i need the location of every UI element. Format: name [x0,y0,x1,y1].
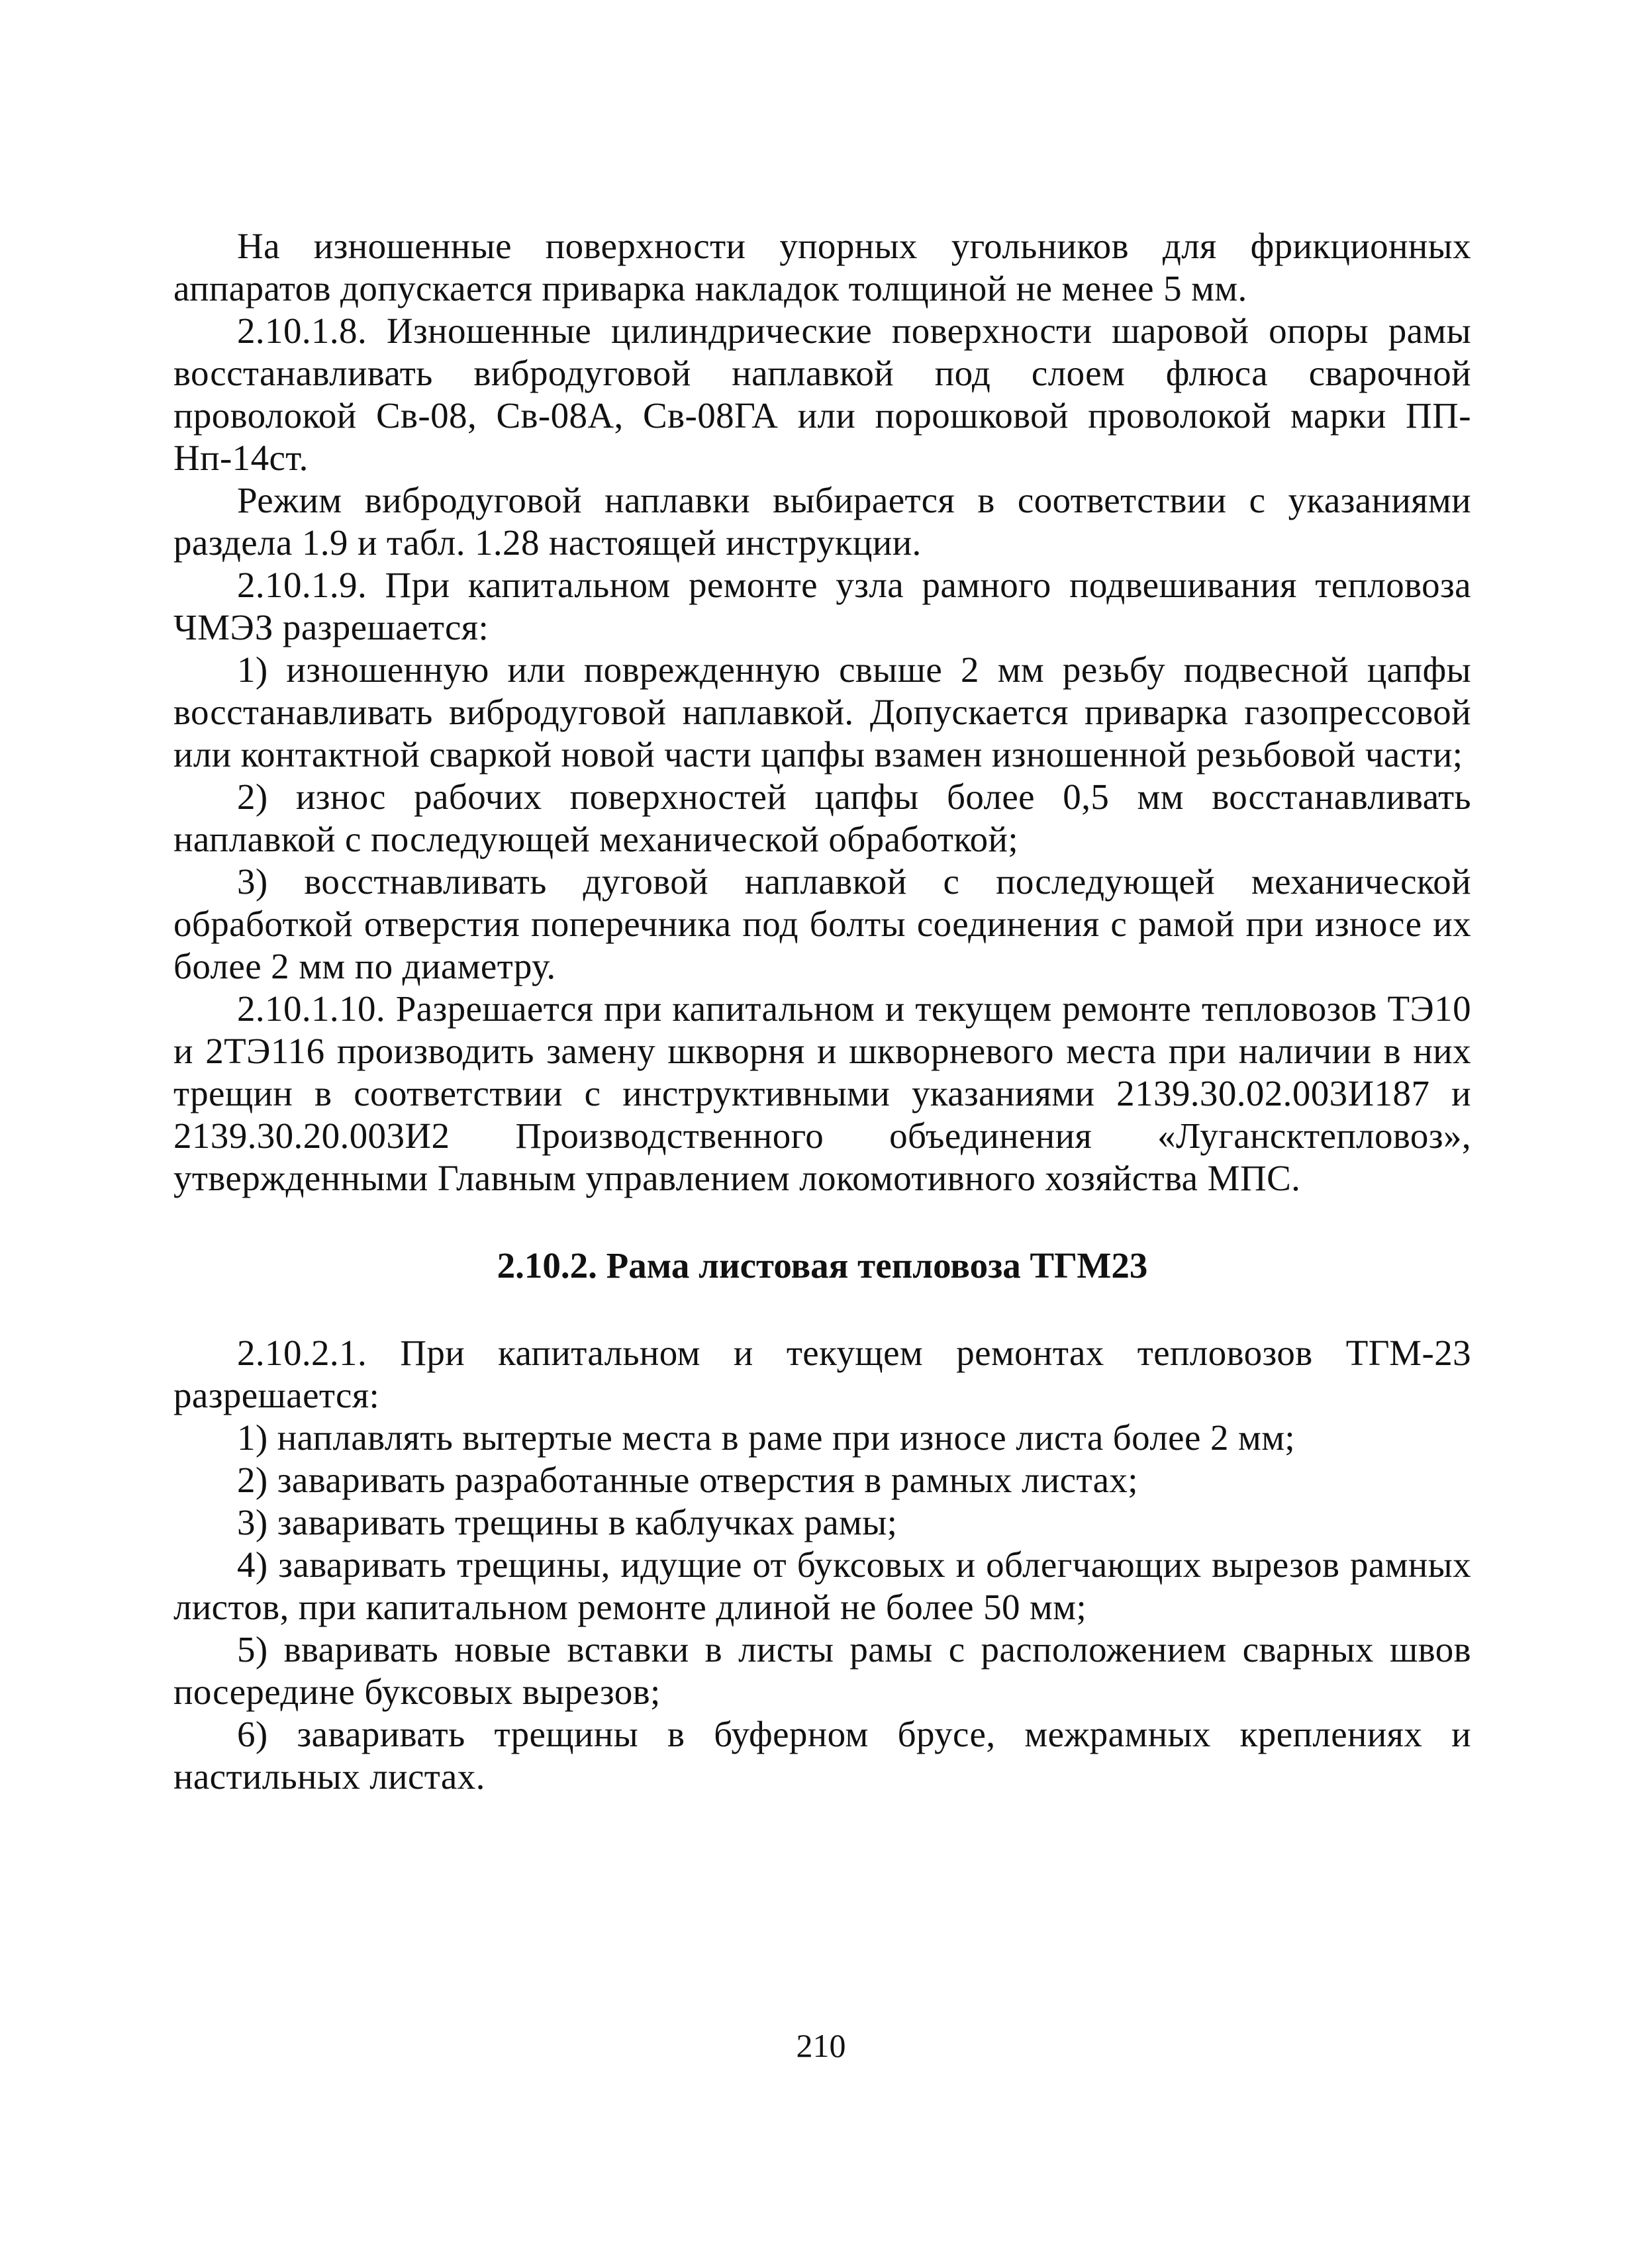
list-item: 6) заваривать трещины в буферном брусе, межрамных креплениях и настильных листах. [173,1714,1471,1797]
list-item: 2) износ рабочих поверхностей цапфы более 0,5 мм восстанавливать наплавкой с последующей механической обработкой; [173,777,1471,859]
list-item: 3) заваривать трещины в каблучках рамы; [237,1502,898,1542]
page-number: 210 [796,2027,846,2064]
paragraph: На изношенные поверхности упорных угольников для фрикционных аппаратов допускается приварка накладок толщиной не менее 5 мм. [173,226,1471,308]
list-item: 2) заваривать разработанные отверстия в рамных листах; [237,1460,1138,1500]
list-item: 5) вваривать новые вставки в листы рамы с расположением сварных швов посередине буксовых вырезов; [173,1629,1471,1712]
document-page [173,225,1471,1798]
list-item: 1) наплавлять вытертые места в раме при износе листа более 2 мм; [237,1417,1296,1458]
list-item: 4) заваривать трещины, идущие от буксовых и облегчающих вырезов рамных листов, при капитальном ремонте длиной не более 50 мм; [173,1544,1471,1627]
paragraph: 2.10.2.1. При капитальном и текущем ремонтах тепловозов ТГМ-23 разрешается: [173,1333,1471,1415]
section-heading: 2.10.2. Рама листовая тепловоза ТГМ23 [497,1245,1148,1286]
list-item: 1) изношенную или поврежденную свыше 2 мм резьбу подвесной цапфы восстанавливать вибродуговой наплавкой. Допускается приварка газопрессовой или контактной сваркой новой части цапфы взамен изношенной резьбовой части; [173,649,1471,775]
list-item: 3) восстнавливать дуговой наплавкой с последующей механической обработкой отверстия поперечника под болты соединения с рамой при износе их более 2 мм по диаметру. [173,861,1471,986]
paragraph: 2.10.1.8. Изношенные цилиндрические поверхности шаровой опоры рамы восстанавливать вибродуговой наплавкой под слоем флюса сварочной проволокой Св-08, Св-08А, Св-08ГА или порошковой проволокой марки ПП-Нп-14ст. [173,310,1471,478]
paragraph: 2.10.1.10. Разрешается при капитальном и текущем ремонте тепловозов ТЭ10 и 2ТЭ116 производить замену шкворня и шкворневого места при наличии в них трещин в соответствии с инструктивными указаниями 2139.30.02.003И187 и 2139.30.20.003И2 Производственного объединения «Лугансктепловоз», утвержденными Главным управлением локомотивного хозяйства МПС. [173,988,1471,1198]
paragraph: Режим вибродуговой наплавки выбирается в соответствии с указаниями раздела 1.9 и табл. 1.28 настоящей инструкции. [173,480,1471,563]
paragraph: 2.10.1.9. При капитальном ремонте узла рамного подвешивания тепловоза ЧМЭЗ разрешается: [173,565,1471,647]
